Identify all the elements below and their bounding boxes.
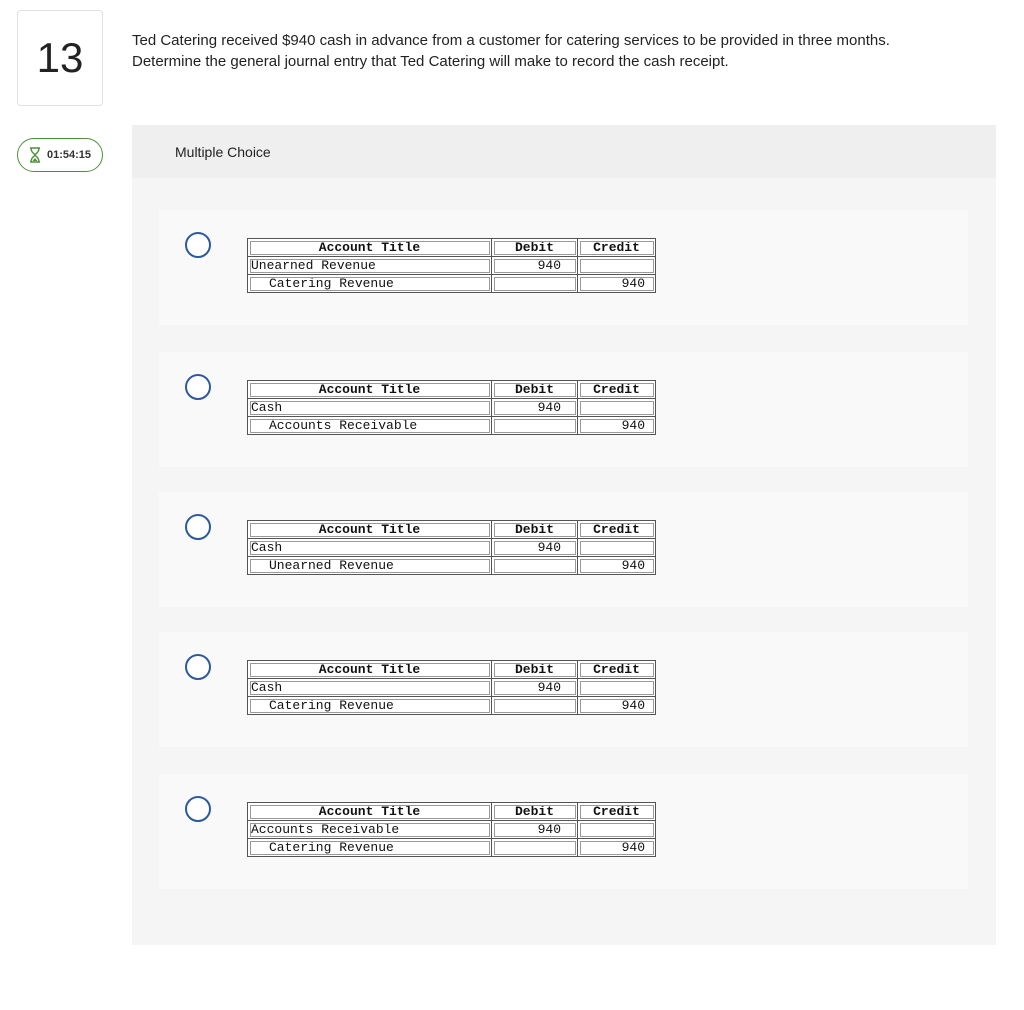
journal-debit-row xyxy=(248,679,656,697)
timer-value: 01:54:15 xyxy=(46,149,92,161)
option-radio-button[interactable] xyxy=(185,796,211,822)
header-account-title: Account Title xyxy=(248,803,492,821)
question-text-line-1: Ted Catering received $940 cash in advance from a customer for catering services to be provided in three months. xyxy=(132,32,890,49)
multiple-choice-panel xyxy=(132,125,996,945)
header-account-title: Account Title xyxy=(248,521,492,539)
journal-credit-row xyxy=(248,275,656,293)
header-account-title: Account Title xyxy=(248,239,492,257)
option-card[interactable] xyxy=(159,774,968,889)
header-credit: Credit xyxy=(578,239,656,257)
header-debit: Debit xyxy=(492,521,578,539)
header-debit: Debit xyxy=(492,803,578,821)
credit-amount: 940 xyxy=(578,697,656,715)
journal-credit-row xyxy=(248,557,656,575)
debit-account: Unearned Revenue xyxy=(248,257,492,275)
journal-credit-row xyxy=(248,697,656,715)
question-number: 13 xyxy=(17,10,103,106)
multiple-choice-header xyxy=(132,125,996,178)
debit-amount: 940 xyxy=(492,539,578,557)
journal-entry-table xyxy=(247,520,656,575)
header-debit: Debit xyxy=(492,381,578,399)
journal-debit-row xyxy=(248,539,656,557)
header-account-title: Account Title xyxy=(248,381,492,399)
journal-credit-row xyxy=(248,839,656,857)
debit-row-credit-cell xyxy=(578,399,656,417)
credit-row-debit-cell xyxy=(492,839,578,857)
header-debit: Debit xyxy=(492,239,578,257)
header-account-title: Account Title xyxy=(248,661,492,679)
debit-account: Cash xyxy=(248,679,492,697)
debit-amount: 940 xyxy=(492,257,578,275)
journal-entry-table xyxy=(247,660,656,715)
journal-debit-row xyxy=(248,257,656,275)
journal-header-row xyxy=(248,661,656,679)
credit-amount: 940 xyxy=(578,275,656,293)
option-radio-button[interactable] xyxy=(185,232,211,258)
journal-entry-table xyxy=(247,380,656,435)
debit-amount: 940 xyxy=(492,679,578,697)
credit-account: Accounts Receivable xyxy=(248,417,492,435)
credit-account: Unearned Revenue xyxy=(248,557,492,575)
debit-row-credit-cell xyxy=(578,539,656,557)
debit-amount: 940 xyxy=(492,399,578,417)
journal-debit-row xyxy=(248,399,656,417)
journal-header-row xyxy=(248,521,656,539)
credit-amount: 940 xyxy=(578,417,656,435)
option-card[interactable] xyxy=(159,210,968,325)
header-debit: Debit xyxy=(492,661,578,679)
header-credit: Credit xyxy=(578,661,656,679)
option-radio-button[interactable] xyxy=(185,374,211,400)
journal-debit-row xyxy=(248,821,656,839)
header-credit: Credit xyxy=(578,803,656,821)
credit-account: Catering Revenue xyxy=(248,839,492,857)
question-text-line-2: Determine the general journal entry that Ted Catering will make to record the cash receipt. xyxy=(132,53,729,70)
debit-account: Cash xyxy=(248,399,492,417)
debit-row-credit-cell xyxy=(578,679,656,697)
debit-account: Cash xyxy=(248,539,492,557)
credit-row-debit-cell xyxy=(492,275,578,293)
timer xyxy=(17,138,103,172)
journal-credit-row xyxy=(248,417,656,435)
credit-row-debit-cell xyxy=(492,697,578,715)
debit-row-credit-cell xyxy=(578,257,656,275)
multiple-choice-label: Multiple Choice xyxy=(175,144,271,160)
credit-account: Catering Revenue xyxy=(248,697,492,715)
debit-row-credit-cell xyxy=(578,821,656,839)
header-credit: Credit xyxy=(578,381,656,399)
journal-entry-table xyxy=(247,238,656,293)
credit-row-debit-cell xyxy=(492,557,578,575)
journal-header-row xyxy=(248,239,656,257)
option-radio-button[interactable] xyxy=(185,514,211,540)
option-card[interactable] xyxy=(159,352,968,467)
hourglass-icon xyxy=(29,147,41,163)
journal-entry-table xyxy=(247,802,656,857)
debit-account: Accounts Receivable xyxy=(248,821,492,839)
option-card[interactable] xyxy=(159,632,968,747)
question-text xyxy=(132,30,992,72)
credit-amount: 940 xyxy=(578,839,656,857)
option-radio-button[interactable] xyxy=(185,654,211,680)
journal-header-row xyxy=(248,381,656,399)
credit-account: Catering Revenue xyxy=(248,275,492,293)
header-credit: Credit xyxy=(578,521,656,539)
option-card[interactable] xyxy=(159,492,968,607)
credit-row-debit-cell xyxy=(492,417,578,435)
debit-amount: 940 xyxy=(492,821,578,839)
credit-amount: 940 xyxy=(578,557,656,575)
journal-header-row xyxy=(248,803,656,821)
